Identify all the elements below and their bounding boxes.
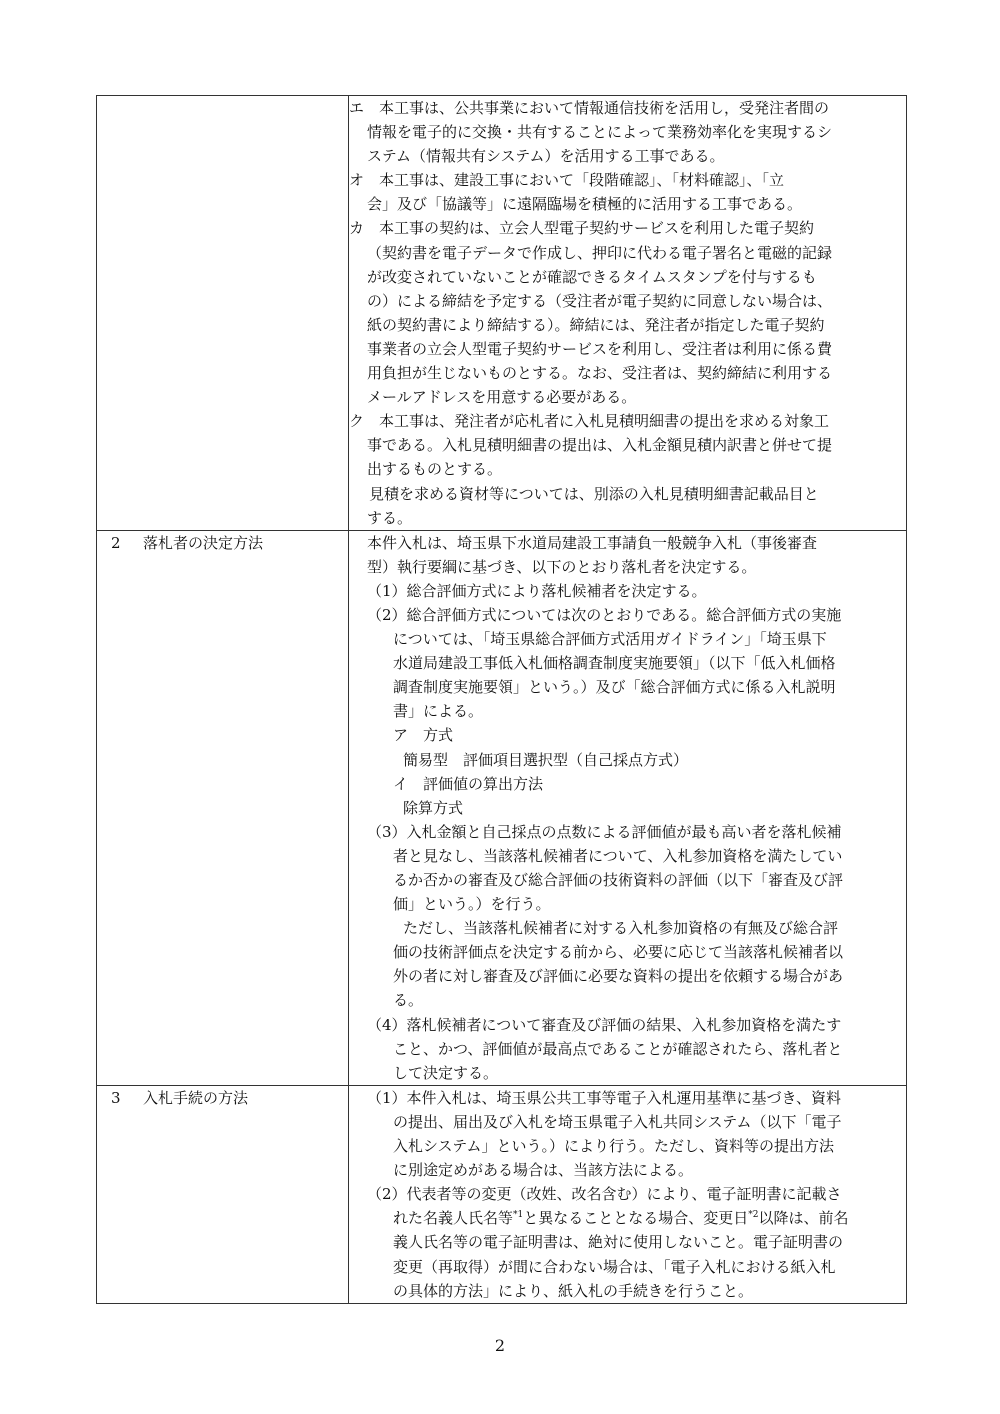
line-text: 外の者に対し審査及び評価に必要な資料の提出を依頼する場合があ xyxy=(393,967,844,986)
table-row xyxy=(97,1085,907,1303)
line-text: 以降は、前名 xyxy=(758,1209,849,1228)
section-label xyxy=(97,96,348,120)
line-text: して決定する。 xyxy=(393,1063,499,1082)
text-line xyxy=(349,988,906,1012)
text-line xyxy=(349,555,906,579)
line-text: の）による締結を予定する（受注者が電子契約に同意しない場合は、 xyxy=(367,291,833,310)
section-label-cell xyxy=(97,1085,349,1303)
text-line xyxy=(349,627,906,651)
text-line xyxy=(349,699,906,723)
text-line xyxy=(349,457,906,481)
text-line xyxy=(349,1158,906,1182)
text-line xyxy=(349,796,906,820)
text-line xyxy=(349,868,906,892)
text-line xyxy=(349,579,906,603)
text-line xyxy=(349,120,906,144)
text-line xyxy=(349,241,906,265)
page-number: 2 xyxy=(494,1336,506,1355)
text-line xyxy=(349,772,906,796)
line-text: の具体的方法」により、紙入札の手続きを行うこと。 xyxy=(393,1281,754,1300)
line-text: るか否かの審査及び総合評価の技術資料の評価（以下「審査及び評 xyxy=(393,871,844,889)
text-line xyxy=(349,506,906,530)
text-line xyxy=(349,433,906,457)
section-content-cell xyxy=(349,96,907,531)
table-row xyxy=(97,96,907,531)
line-text: ア 方式 xyxy=(393,726,454,745)
content-table xyxy=(96,95,907,1304)
text-line xyxy=(349,1255,906,1279)
section-label xyxy=(97,1086,348,1110)
line-text: （1）総合評価方式により落札候補者を決定する。 xyxy=(367,581,707,600)
text-line xyxy=(349,409,906,433)
text-line xyxy=(349,675,906,699)
line-text: （2）代表者等の変更（改姓、改名含む）により、電子証明書に記載さ xyxy=(367,1185,842,1204)
section-label xyxy=(97,531,348,555)
text-line xyxy=(349,265,906,289)
line-text: に別途定めがある場合は、当該方法による。 xyxy=(393,1161,694,1180)
text-line xyxy=(349,1230,906,1254)
text-line xyxy=(349,723,906,747)
text-line xyxy=(349,892,906,916)
line-text: の提出、届出及び入札を埼玉県電子入札共同システム（以下「電子 xyxy=(393,1112,842,1131)
text-line xyxy=(349,1206,906,1230)
text-line xyxy=(349,385,906,409)
line-text: 簡易型 評価項目選択型（自己採点方式） xyxy=(403,750,689,769)
line-text: については、「埼玉県総合評価方式活用ガイドライン」「埼玉県下 xyxy=(393,630,827,649)
text-line xyxy=(349,940,906,964)
line-text: 用負担が生じないものとする。なお、受注者は、契約締結に利用する xyxy=(367,364,833,383)
line-text: と異なることとなる場合、変更日 xyxy=(523,1209,749,1228)
line-text: オ 本工事は、建設工事において「段階確認」、「材料確認」、「立 xyxy=(349,171,785,190)
text-line xyxy=(349,216,906,240)
line-text: （2）総合評価方式については次のとおりである。総合評価方式の実施 xyxy=(367,605,842,624)
section-number: 3 xyxy=(111,1088,121,1107)
text-line xyxy=(349,748,906,772)
line-text: 価」という。）を行う。 xyxy=(393,895,551,914)
section-title: 入札手続の方法 xyxy=(143,1088,249,1107)
line-text: （契約書を電子データで作成し、押印に代わる電子署名と電磁的記録 xyxy=(367,243,833,262)
text-line xyxy=(349,964,906,988)
line-text: ステム（情報共有システム）を活用する工事である。 xyxy=(367,147,725,166)
line-text: 型）執行要綱に基づき、以下のとおり落札者を決定する。 xyxy=(367,557,757,576)
line-text: 者と見なし、当該落札候補者について、入札参加資格を満たしてい xyxy=(393,846,843,865)
line-text: （3）入札金額と自己採点の点数による評価値が最も高い者を落札候補 xyxy=(367,822,842,841)
line-text: 出するものとする。 xyxy=(367,460,503,479)
line-text: ク 本工事は、発注者が応札者に入札見積明細書の提出を求める対象工 xyxy=(349,412,830,431)
text-line xyxy=(349,1134,906,1158)
line-text: メールアドレスを用意する必要がある。 xyxy=(367,388,637,407)
line-text: こと、かつ、評価値が最高点であることが確認されたら、落札者と xyxy=(393,1039,843,1058)
table-row xyxy=(97,530,907,1085)
text-line xyxy=(349,651,906,675)
line-text: 水道局建設工事低入札価格調査制度実施要領」（以下「低入札価格 xyxy=(393,654,836,673)
text-line xyxy=(349,844,906,868)
text-line xyxy=(349,482,906,506)
line-text: 事業者の立会人型電子契約サービスを利用し、受注者は利用に係る費 xyxy=(367,339,833,358)
section-content-cell xyxy=(349,1085,907,1303)
text-line xyxy=(349,531,906,555)
text-line xyxy=(349,1086,906,1110)
line-text: 除算方式 xyxy=(403,798,464,817)
section-content-cell xyxy=(349,530,907,1085)
footnote-mark: *2 xyxy=(748,1210,759,1221)
text-line xyxy=(349,192,906,216)
line-text: 価の技術評価点を決定する前から、必要に応じて当該落札候補者以 xyxy=(393,943,844,962)
section-label-cell xyxy=(97,96,349,531)
text-line xyxy=(349,289,906,313)
line-text: 本件入札は、埼玉県下水道局建設工事請負一般競争入札（事後審査 xyxy=(367,533,818,552)
text-line xyxy=(349,1013,906,1037)
line-text: 調査制度実施要領」という。）及び「総合評価方式に係る入札説明 xyxy=(393,678,836,697)
section-title: 落札者の決定方法 xyxy=(143,533,264,552)
text-line xyxy=(349,96,906,120)
line-text: 事である。入札見積明細書の提出は、入札金額見積内訳書と併せて提 xyxy=(367,436,833,455)
line-text: 書」による。 xyxy=(393,702,484,721)
text-line xyxy=(349,603,906,627)
text-line xyxy=(349,820,906,844)
text-line xyxy=(349,1182,906,1206)
line-text: 入札システム」という。）により行う。ただし、資料等の提出方法 xyxy=(393,1137,835,1156)
line-text: れた名義人氏名等 xyxy=(393,1209,514,1228)
line-text: 紙の契約書により締結する）。締結には、発注者が指定した電子契約 xyxy=(367,315,825,334)
line-text: する。 xyxy=(367,508,413,527)
text-line xyxy=(349,337,906,361)
footnote-mark: *1 xyxy=(513,1210,524,1221)
text-line xyxy=(349,1279,906,1303)
line-text: 情報を電子的に交換・共有することによって業務効率化を実現するシ xyxy=(367,123,833,142)
line-text: エ 本工事は、公共事業において情報通信技術を活用し，受発注者間の xyxy=(349,99,830,117)
line-text: 見積を求める資材等については、別添の入札見積明細書記載品目と xyxy=(369,484,819,503)
line-text: る。 xyxy=(393,991,424,1010)
text-line xyxy=(349,313,906,337)
text-line xyxy=(349,1037,906,1061)
line-text: ただし、当該落札候補者に対する入札参加資格の有無及び総合評 xyxy=(403,919,839,938)
text-line xyxy=(349,168,906,192)
line-text: が改変されていないことが確認できるタイムスタンプを付与するも xyxy=(367,267,817,286)
section-number: 2 xyxy=(111,533,121,552)
line-text: イ 評価値の算出方法 xyxy=(393,774,544,793)
line-text: カ 本工事の契約は、立会人型電子契約サービスを利用した電子契約 xyxy=(349,219,815,238)
section-label-cell xyxy=(97,530,349,1085)
line-text: （4）落札候補者について審査及び評価の結果、入札参加資格を満たす xyxy=(367,1015,842,1034)
line-text: 会」及び「協議等」に遠隔臨場を積極的に活用する工事である。 xyxy=(367,195,803,214)
text-line xyxy=(349,916,906,940)
text-line xyxy=(349,361,906,385)
line-text: （1）本件入札は、埼玉県公共工事等電子入札運用基準に基づき、資料 xyxy=(367,1088,841,1107)
text-line xyxy=(349,1110,906,1134)
text-line xyxy=(349,144,906,168)
text-line xyxy=(349,1061,906,1085)
line-text: 変更（再取得）が間に合わない場合は、「電子入札における紙入札 xyxy=(393,1257,836,1276)
line-text: 義人氏名等の電子証明書は、絶対に使用しないこと。電子証明書の xyxy=(393,1233,844,1252)
